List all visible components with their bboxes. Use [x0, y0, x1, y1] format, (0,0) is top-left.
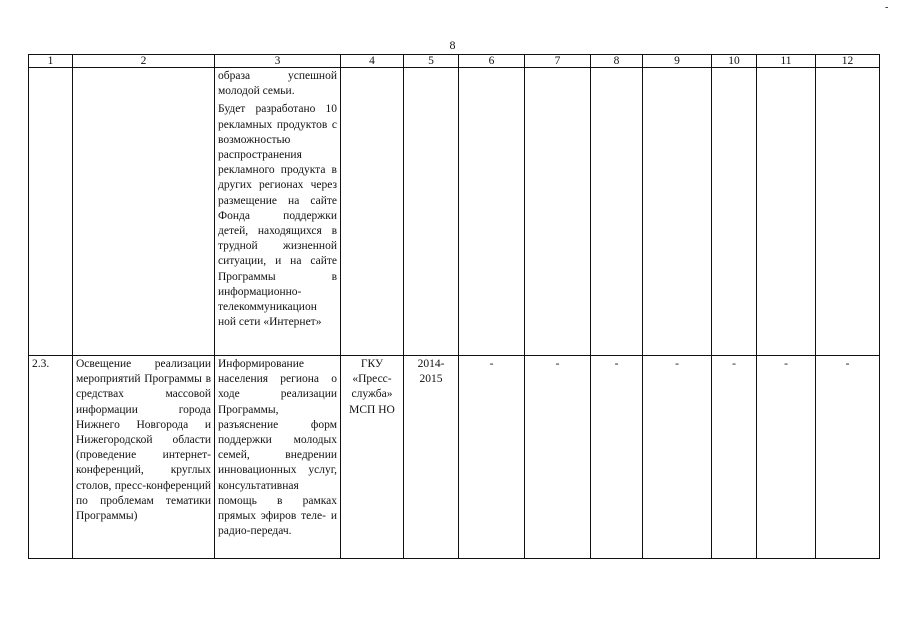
value-col-9: -	[643, 356, 712, 559]
value-col-6: -	[459, 356, 525, 559]
result-text-continued: образа успешной молодой семьи.	[218, 70, 337, 98]
col-header-12: 12	[816, 55, 880, 68]
column-number-row	[29, 55, 880, 68]
col-header-5: 5	[404, 55, 459, 68]
col-header-7: 7	[525, 55, 591, 68]
value-col-8: -	[591, 356, 643, 559]
col-header-3: 3	[215, 55, 341, 68]
col-header-2: 2	[73, 55, 215, 68]
executor: ГКУ «Пресс-служба» МСП НО	[341, 356, 404, 559]
col-header-4: 4	[341, 55, 404, 68]
col-header-6: 6	[459, 55, 525, 68]
col-header-10: 10	[712, 55, 757, 68]
table-row	[29, 68, 880, 356]
corner-mark: -	[885, 2, 889, 13]
page-number: 8	[449, 38, 456, 52]
program-table	[28, 54, 880, 559]
table-row	[29, 356, 880, 559]
value-col-11: -	[757, 356, 816, 559]
value-col-12: -	[816, 356, 880, 559]
value-col-7: -	[525, 356, 591, 559]
col-header-11: 11	[757, 55, 816, 68]
result-text: Будет разработано 10 рекламных продуктов с возможностью распространения рекламного продукта в других регионах через размещение на сайте Фонда поддержки детей, находящихся в трудной жизненной ситуации, и на сайте Программы в информационно-телекоммуникацион ной сети «Интернет»	[218, 103, 337, 329]
row-number: 2.3.	[29, 356, 73, 559]
col-header-1: 1	[29, 55, 73, 68]
value-col-10: -	[712, 356, 757, 559]
col-header-8: 8	[591, 55, 643, 68]
activity-result: Информирование населения региона о ходе реализации Программы, разъяснение форм поддержки молодых семей, внедрении инновационных услуг, консультативная помощь в рамках прямых эфиров теле- и радио-передач.	[215, 356, 341, 559]
activity-name: Освещение реализации мероприятий Программы в средствах массовой информации города Нижнего Новгорода и Нижегородской области (проведение интернет-конференций, круглых столов, пресс-конференций по проблемам тематики Программы)	[73, 356, 215, 559]
col-header-9: 9	[643, 55, 712, 68]
period: 2014-2015	[404, 356, 459, 559]
result-cell	[215, 68, 341, 356]
